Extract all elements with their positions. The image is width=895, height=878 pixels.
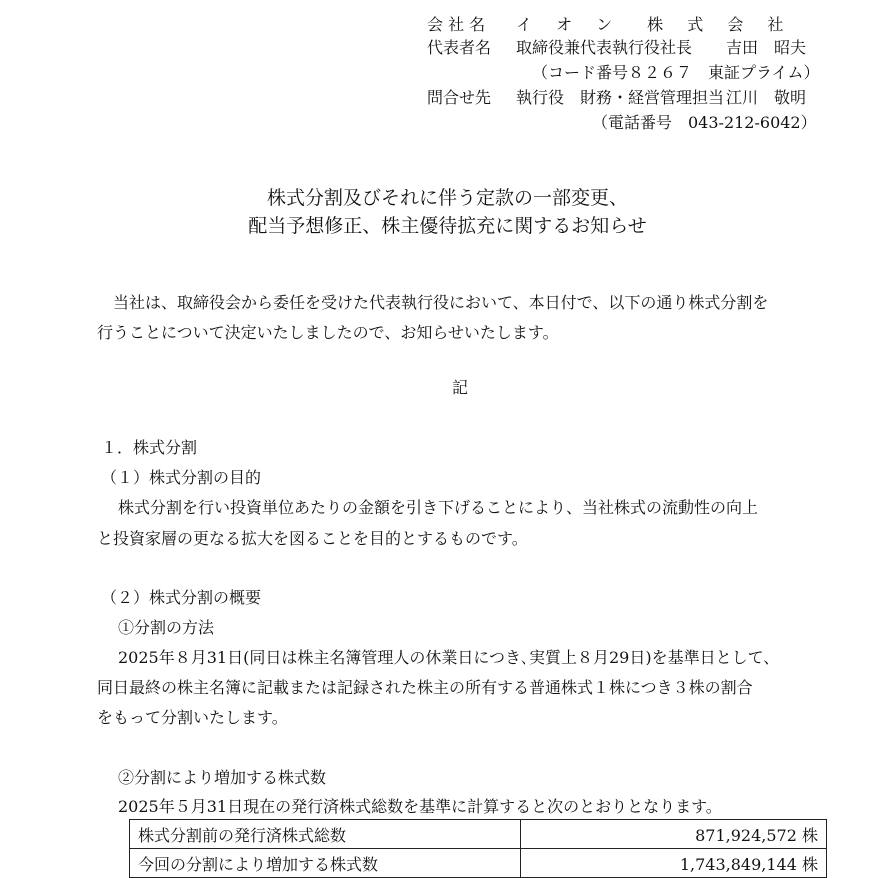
increase-line: 2025年５月31日現在の発行済株式総数を基準に計算すると次のとおりとなります。 (118, 797, 722, 816)
shares-table (129, 819, 827, 878)
table-cell-value: 871,924,572 株 (521, 820, 827, 849)
table-row (130, 849, 827, 878)
table-row (130, 820, 827, 849)
purpose-line1: 株式分割を行い投資単位あたりの金額を引き下げることにより、当社株式の流動性の向上 (118, 498, 759, 517)
phone-number: （電話番号 043-212-6042） (592, 113, 817, 132)
intro-line1: 当社は、取締役会から委任を受けた代表執行役において、本日付で、以下の通り株式分割を (113, 293, 769, 312)
company-name: イ オ ン 株 式 会 社 (516, 15, 785, 34)
contact-name: 江川 敬明 (726, 88, 807, 107)
representative-label: 代表者名 (427, 38, 492, 57)
document-title-line2: 配当予想修正、株主優待拡充に関するお知らせ (248, 215, 647, 237)
table-cell-value: 1,743,849,144 株 (521, 849, 827, 878)
method-heading: ①分割の方法 (118, 618, 215, 637)
method-line1: 2025年８月31日(同日は株主名簿管理人の休業日につき､実質上８月29日)を基準日として、 (118, 648, 780, 667)
contact-title: 執行役 財務・経営管理担当 (516, 88, 725, 107)
representative-title: 取締役兼代表執行役社長 (516, 38, 693, 57)
table-cell-label: 株式分割前の発行済株式総数 (130, 820, 521, 849)
representative-name: 吉田 昭夫 (726, 38, 807, 57)
intro-line2: 行うことについて決定いたしましたので、お知らせいたします。 (97, 323, 559, 342)
ki-mark: 記 (452, 378, 469, 397)
overview-heading: （２）株式分割の概要 (101, 588, 262, 607)
contact-label: 問合せ先 (427, 88, 492, 107)
purpose-line2: と投資家層の更なる拡大を図ることを目的とするものです。 (97, 529, 528, 548)
increase-heading: ②分割により増加する株式数 (118, 768, 327, 787)
document-title-line1: 株式分割及びそれに伴う定款の一部変更、 (266, 187, 628, 209)
purpose-heading: （１）株式分割の目的 (101, 468, 262, 487)
company-label: 会 社 名 (427, 15, 486, 34)
table-cell-label: 今回の分割により増加する株式数 (130, 849, 521, 878)
stock-code: （コード番号８２６７ 東証プライム） (532, 63, 820, 82)
section-heading: １．株式分割 (101, 438, 198, 457)
method-line2: 同日最終の株主名簿に記載または記録された株主の所有する普通株式１株につき３株の割合 (97, 678, 753, 697)
method-line3: をもって分割いたします。 (97, 708, 288, 727)
